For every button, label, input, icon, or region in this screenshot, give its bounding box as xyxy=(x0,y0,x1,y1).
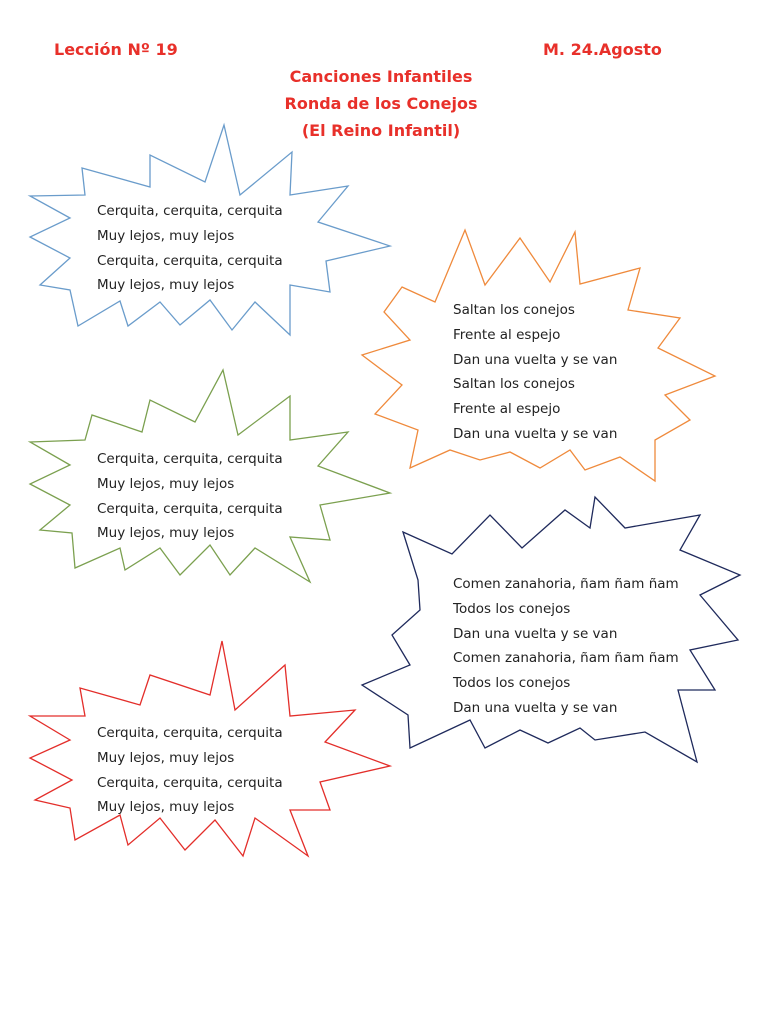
lyric-line: Muy lejos, muy lejos xyxy=(97,525,235,542)
lyric-line: Dan una vuelta y se van xyxy=(453,351,618,368)
lyric-line: Cerquita, cerquita, cerquita xyxy=(97,500,283,517)
blue-burst-lyrics xyxy=(97,199,283,298)
lyric-line: Muy lejos, muy lejos xyxy=(97,227,235,244)
lyric-line: Dan una vuelta y se van xyxy=(453,699,618,716)
lyric-line: Frente al espejo xyxy=(453,401,561,418)
lyric-line: Cerquita, cerquita, cerquita xyxy=(97,252,283,269)
title-line-3: (El Reino Infantil) xyxy=(301,121,461,140)
lyric-line: Dan una vuelta y se van xyxy=(453,625,618,642)
lyric-line: Cerquita, cerquita, cerquita xyxy=(97,203,283,219)
lyric-line: Muy lejos, muy lejos xyxy=(97,277,235,294)
lesson-date: M. 24.Agosto xyxy=(543,40,662,59)
lyric-line: Cerquita, cerquita, cerquita xyxy=(97,774,283,791)
lesson-number: Lección Nº 19 xyxy=(54,40,178,59)
lyric-line: Muy lejos, muy lejos xyxy=(97,475,235,492)
lyric-line: Dan una vuelta y se van xyxy=(453,425,618,442)
lyric-line: Cerquita, cerquita, cerquita xyxy=(97,725,283,741)
green-burst-lyrics xyxy=(97,447,283,546)
lyric-line: Muy lejos, muy lejos xyxy=(97,799,235,816)
lyric-line: Comen zanahoria, ñam ñam ñam xyxy=(453,650,679,667)
title-line-2: Ronda de los Conejos xyxy=(284,94,478,113)
navy-burst-lyrics xyxy=(453,572,679,721)
lyric-line: Cerquita, cerquita, cerquita xyxy=(97,451,283,467)
red-burst-lyrics xyxy=(97,721,283,820)
lyric-line: Saltan los conejos xyxy=(453,376,575,393)
lyric-line: Todos los conejos xyxy=(453,600,571,617)
lyric-line: Todos los conejos xyxy=(453,675,571,692)
lyric-line: Comen zanahoria, ñam ñam ñam xyxy=(453,576,679,592)
lyric-line: Muy lejos, muy lejos xyxy=(97,749,235,766)
title-line-1: Canciones Infantiles xyxy=(289,67,473,86)
lyric-line: Frente al espejo xyxy=(453,326,561,343)
lyric-line: Saltan los conejos xyxy=(453,302,575,318)
orange-burst-lyrics xyxy=(453,298,617,447)
